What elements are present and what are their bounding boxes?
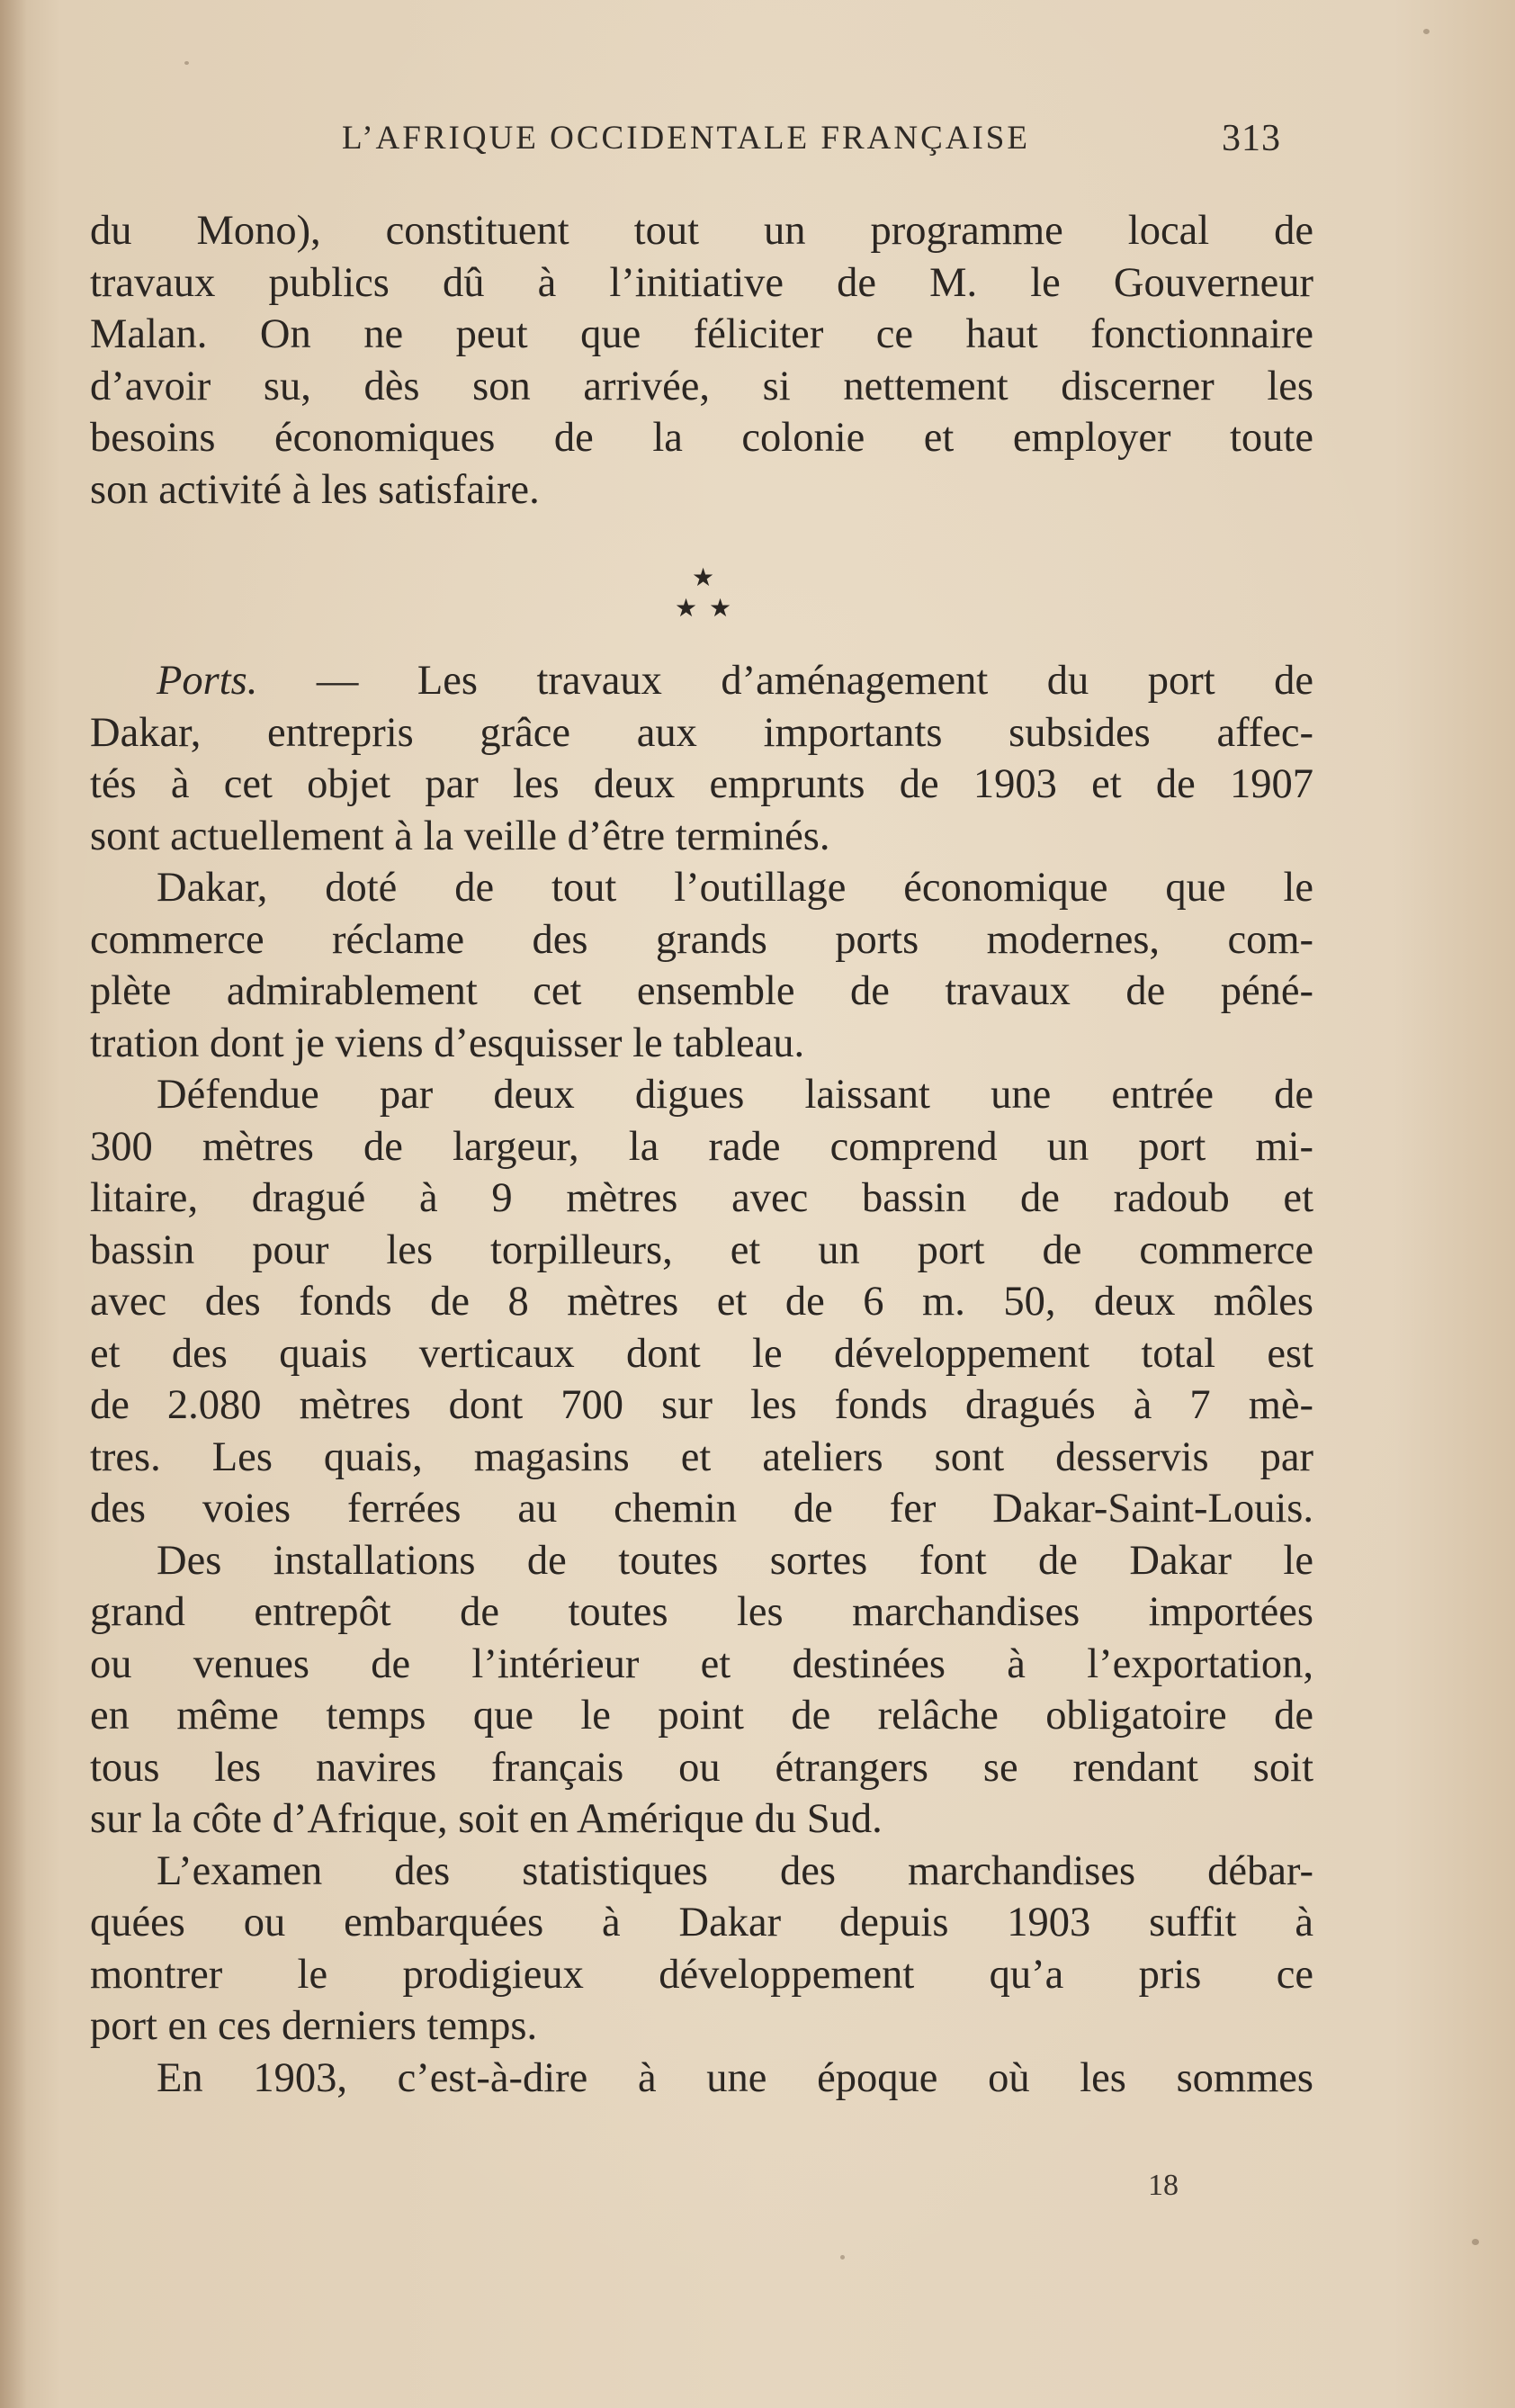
page-edge-shadow: [0, 0, 27, 2408]
text-line: tres. Les quais, magasins et ateliers sont desservis par: [90, 1433, 1313, 1480]
paragraph-6: [90, 1846, 1313, 2053]
text-line: Dakar, entrepris grâce aux importants subsides affec-: [90, 709, 1313, 756]
section-heading: Ports.: [157, 658, 258, 704]
text-line: tous les navires français ou étrangers se rendant soit: [90, 1744, 1313, 1791]
section-break: [90, 516, 1313, 655]
text-line: plète admirablement cet ensemble de travaux de péné-: [90, 968, 1313, 1014]
paragraph-7: [90, 2053, 1313, 2105]
text-line: quées ou embarquées à Dakar depuis 1903 suffit à: [90, 1900, 1313, 1945]
text-line: des voies ferrées au chemin de fer Dakar-Saint-Louis.: [90, 1486, 1313, 1532]
text-line: montrer le prodigieux développement qu’a pris ce: [90, 1951, 1313, 1998]
text-line: avec des fonds de 8 mètres et de 6 m. 50, deux môles: [90, 1279, 1313, 1325]
body-text: [90, 205, 1313, 2104]
text-line: besoins économiques de la colonie et employer toute: [90, 415, 1313, 461]
text-line: L’examen des statistiques des marchandises débar-: [157, 1847, 1313, 1894]
text-line: travaux publics dû à l’initiative de M. le Gouverneur: [90, 259, 1313, 306]
text-line: port en ces derniers temps.: [90, 2003, 538, 2049]
paper-speck: [840, 2255, 845, 2260]
text-line: tés à cet objet par les deux emprunts de 1903 et de 1907: [90, 761, 1313, 807]
text-line: du Mono), constituent tout un programme local de: [90, 208, 1313, 254]
text-line: 300 mètres de largeur, la rade comprend un port mi-: [90, 1123, 1313, 1170]
text-line: tration dont je viens d’esquisser le tableau.: [90, 1020, 805, 1066]
text-line: Des installations de toutes sortes font de Dakar le: [157, 1537, 1313, 1584]
text-line: de 2.080 mètres dont 700 sur les fonds dragués à 7 mè-: [90, 1382, 1313, 1428]
paragraph-5: [90, 1535, 1313, 1846]
paragraph-3: [90, 862, 1313, 1069]
paragraph-4: [90, 1069, 1313, 1535]
text-line: sont actuellement à la veille d’être terminés.: [90, 813, 830, 859]
text-line: son activité à les satisfaire.: [90, 466, 540, 513]
paragraph-1: [90, 205, 1313, 516]
text-line: et des quais verticaux dont le développement total est: [90, 1330, 1313, 1377]
text-line: Malan. On ne peut que féliciter ce haut fonctionnaire: [90, 311, 1313, 357]
paper-speck: [1472, 2239, 1479, 2245]
signature-mark: 18: [1148, 2169, 1179, 2202]
text-line: litaire, dragué à 9 mètres avec bassin de radoub et: [90, 1175, 1313, 1221]
text-line: en même temps que le point de relâche obligatoire de: [90, 1693, 1313, 1739]
text-line: bassin pour les torpilleurs, et un port de commerce: [90, 1226, 1313, 1273]
paragraph-2: [90, 655, 1313, 862]
running-title: L’AFRIQUE OCCIDENTALE FRANÇAISE: [342, 120, 1030, 157]
paper-speck: [184, 61, 189, 65]
paper-speck: [1423, 29, 1430, 34]
text-line: grand entrepôt de toutes les marchandises importées: [90, 1589, 1313, 1635]
page-number: 313: [1222, 118, 1281, 159]
star-icon: ★: [692, 562, 715, 592]
text-line: Défendue par deux digues laissant une entrée de: [157, 1072, 1313, 1118]
text-line: d’avoir su, dès son arrivée, si nettement discerner les: [90, 363, 1313, 409]
star-icon: ★: [709, 593, 732, 623]
text-line: ou venues de l’intérieur et destinées à l’exportation,: [90, 1640, 1313, 1687]
text-line: sur la côte d’Afrique, soit en Amérique du Sud.: [90, 1796, 883, 1842]
heading-line-rest: — Les travaux d’aménagement du port de: [257, 658, 1313, 704]
running-header: [0, 119, 1515, 164]
text-line: [90, 655, 1313, 707]
text-line: commerce réclame des grands ports modernes, com-: [90, 916, 1313, 963]
text-line: Dakar, doté de tout l’outillage économique que le: [157, 865, 1313, 911]
text-line: En 1903, c’est-à-dire à une époque où les sommes: [157, 2054, 1313, 2101]
star-icon: ★: [675, 593, 698, 623]
